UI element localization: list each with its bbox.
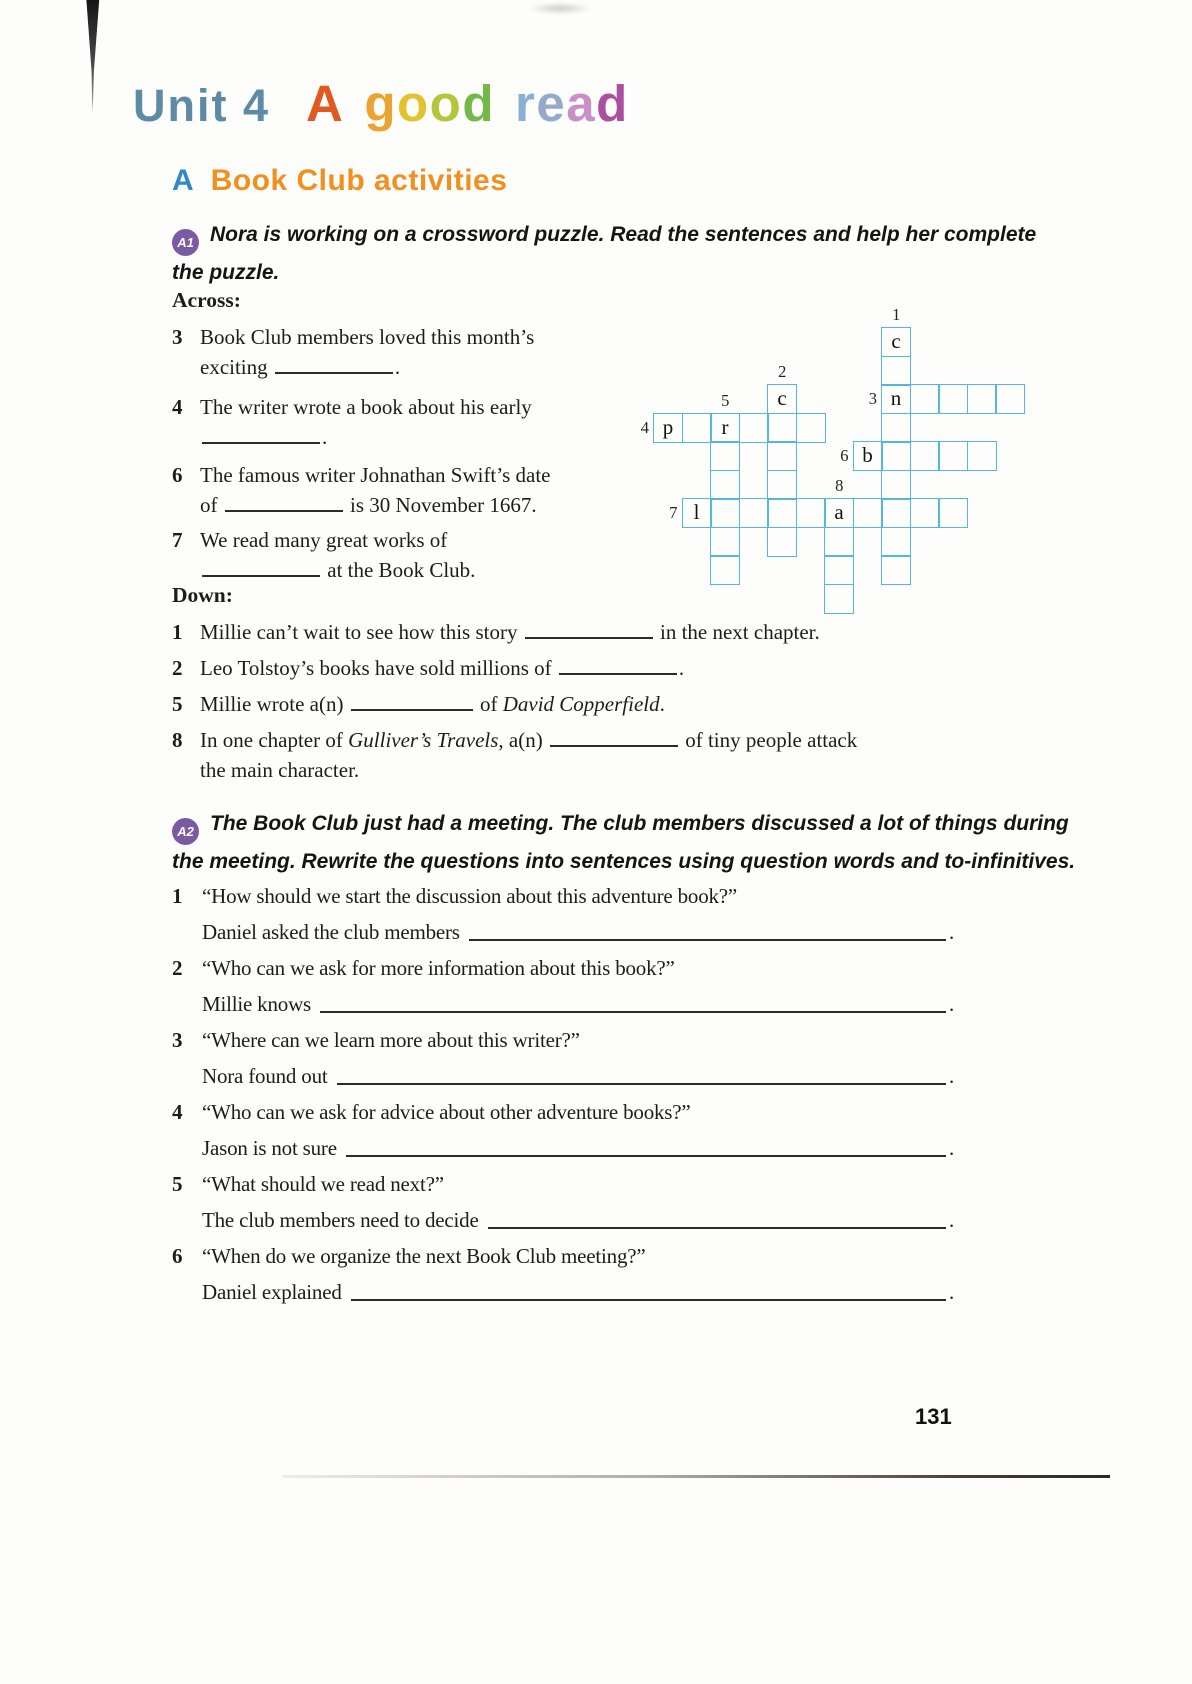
crossword-cell[interactable] xyxy=(739,498,769,528)
a2-instruction-text xyxy=(172,812,1075,873)
clue xyxy=(172,653,972,683)
section-title: Book Club activities xyxy=(210,164,508,197)
clue-number: 1 xyxy=(172,620,183,644)
down-heading: Down: xyxy=(172,583,233,607)
crossword-cell[interactable]: c xyxy=(767,384,797,414)
answer-blank[interactable] xyxy=(559,655,677,675)
crossword-cell[interactable] xyxy=(967,384,997,414)
answer-underline[interactable] xyxy=(351,1277,946,1301)
page-number: 131 xyxy=(915,1404,952,1429)
clue-number: 5 xyxy=(172,692,183,716)
crossword-cell[interactable] xyxy=(767,498,797,528)
a2-instruction xyxy=(172,807,1092,879)
text-segment: of xyxy=(200,493,223,517)
question-line xyxy=(172,1097,954,1127)
title-letter: e xyxy=(536,75,567,132)
question-line xyxy=(172,953,954,983)
text-segment: Gulliver’s Travels xyxy=(348,728,499,752)
answer-underline[interactable] xyxy=(337,1061,946,1085)
text-segment: exciting xyxy=(200,355,273,379)
clue-number: 3 xyxy=(172,325,183,349)
crossword-clue-number: 2 xyxy=(778,362,787,381)
crossword-cell[interactable]: c xyxy=(881,327,911,357)
crossword-clue-number: 3 xyxy=(868,389,877,408)
text-segment: . xyxy=(678,656,685,680)
answer-lead-text: Millie knows xyxy=(202,992,312,1016)
crossword-clue-number: 5 xyxy=(721,390,730,410)
crossword-cell[interactable] xyxy=(881,470,911,500)
section-letter: A xyxy=(172,164,194,197)
answer-line xyxy=(172,1061,954,1091)
text-segment: The famous writer Johnathan Swift’s date xyxy=(200,463,551,487)
answer-line xyxy=(172,917,954,947)
crossword-cell[interactable] xyxy=(881,498,911,528)
crossword-cell[interactable] xyxy=(767,527,797,557)
crossword-cell[interactable] xyxy=(739,413,769,443)
crossword-cell[interactable] xyxy=(881,413,911,443)
text-segment: Nora is working on a crossword puzzle. Read the sentences and help her complete xyxy=(210,223,1037,246)
clue-text xyxy=(200,689,665,719)
item-number-spacer xyxy=(172,1277,202,1307)
answer-underline[interactable] xyxy=(469,917,946,941)
crossword-cell[interactable] xyxy=(682,413,712,443)
text-segment: Millie can’t wait to see how this story xyxy=(200,620,523,644)
crossword-clue-number: 4 xyxy=(640,417,649,437)
question-text: “Where can we learn more about this writer?” xyxy=(202,1028,580,1052)
clue-number: 6 xyxy=(172,463,183,487)
item-number-spacer xyxy=(172,1205,202,1235)
across-heading: Across: xyxy=(172,288,241,312)
clue-number: 7 xyxy=(172,528,183,552)
crossword-cell[interactable] xyxy=(881,356,911,386)
title-letter: a xyxy=(566,75,597,132)
crossword-cell[interactable] xyxy=(767,470,797,500)
answer-blank[interactable] xyxy=(550,727,678,747)
item-number: 3 xyxy=(172,1028,183,1052)
crossword-cell[interactable] xyxy=(938,384,968,414)
item-number-spacer xyxy=(172,989,202,1019)
crossword-cell[interactable] xyxy=(881,441,911,471)
answer-lead-text: Jason is not sure xyxy=(202,1136,337,1160)
text-segment: is 30 November 1667. xyxy=(344,493,537,517)
crossword-cell[interactable]: b xyxy=(853,441,883,471)
crossword-cell[interactable] xyxy=(853,498,883,528)
answer-line xyxy=(172,1277,954,1307)
question-line xyxy=(172,1241,954,1271)
title-letter: d xyxy=(596,75,629,132)
text-segment: the meeting. Rewrite the questions into sentences using question words and xyxy=(172,850,945,873)
item-number: 2 xyxy=(172,956,183,980)
answer-line xyxy=(172,1133,954,1163)
question-text: “How should we start the discussion about this adventure book?” xyxy=(202,884,738,908)
text-segment: The Book Club just had a meeting. The club members discussed a lot of things during xyxy=(210,812,1069,835)
text-segment: We read many great works of xyxy=(200,528,448,552)
item-number: 6 xyxy=(172,1244,183,1268)
answer-line xyxy=(172,989,954,1019)
a2-item-list xyxy=(172,881,954,1313)
clue-number: 2 xyxy=(172,656,183,680)
crossword-cell[interactable]: r xyxy=(710,413,740,443)
crossword-cell[interactable] xyxy=(710,527,740,557)
item-number-spacer xyxy=(172,1133,202,1163)
crossword-cell[interactable] xyxy=(824,555,854,585)
crossword-cell[interactable] xyxy=(938,441,968,471)
clue xyxy=(172,617,972,647)
text-segment: at the Book Club. xyxy=(322,558,476,582)
answer-underline[interactable] xyxy=(320,989,946,1013)
text-segment: David Copperfield xyxy=(502,692,660,716)
crossword-clue-number: 1 xyxy=(892,305,901,324)
text-segment: , a(n) xyxy=(498,728,548,752)
crossword-cell[interactable] xyxy=(767,441,797,471)
answer-lead-text: Daniel explained xyxy=(202,1280,342,1304)
text-segment: of xyxy=(474,692,503,716)
item-number-spacer xyxy=(172,917,202,947)
text-segment: -infinitives. xyxy=(964,850,1076,873)
crossword-clue-number: 8 xyxy=(835,476,844,495)
unit-label: Unit 4 xyxy=(133,80,271,131)
crossword-cell[interactable] xyxy=(767,413,797,443)
text-segment: Millie wrote a(n) xyxy=(200,692,349,716)
crossword-cell[interactable] xyxy=(910,498,940,528)
answer-period: . xyxy=(948,1064,954,1088)
a2-badge: A2 xyxy=(172,818,199,845)
crossword-cell[interactable] xyxy=(710,470,740,500)
text-segment: Leo Tolstoy’s books have sold millions of xyxy=(200,656,557,680)
question-line xyxy=(172,1169,954,1199)
answer-lead-text: The club members need to decide xyxy=(202,1208,479,1232)
text-segment: . xyxy=(659,692,665,716)
clue xyxy=(172,725,972,785)
item-number: 5 xyxy=(172,1172,183,1196)
answer-period: . xyxy=(948,1208,954,1232)
crossword-cell[interactable] xyxy=(938,498,968,528)
down-section xyxy=(172,582,972,791)
clue-text xyxy=(200,653,684,683)
crossword-clue-number: 6 xyxy=(840,446,849,465)
question-line xyxy=(172,881,954,911)
crossword-cell[interactable] xyxy=(995,384,1025,414)
clue-number: 4 xyxy=(172,395,183,419)
crossword-cell[interactable]: p xyxy=(653,413,683,443)
a1-badge: A1 xyxy=(172,229,199,256)
crossword-cell[interactable] xyxy=(710,441,740,471)
clue-text xyxy=(200,725,857,785)
question-text: “What should we read next?” xyxy=(202,1172,444,1196)
answer-blank[interactable] xyxy=(351,691,473,711)
text-segment: to xyxy=(944,850,965,873)
text-segment: . xyxy=(394,355,401,379)
question-text: “Who can we ask for advice about other adventure books?” xyxy=(202,1100,691,1124)
answer-lead-text: Nora found out xyxy=(202,1064,328,1088)
text-segment: of tiny people attack xyxy=(679,728,858,752)
crossword-cell[interactable] xyxy=(881,555,911,585)
text-segment: Book Club members loved this month’s xyxy=(200,325,535,349)
clue xyxy=(172,689,972,719)
crossword-cell[interactable] xyxy=(710,555,740,585)
item-number: 1 xyxy=(172,884,183,908)
crossword-cell[interactable]: a xyxy=(824,498,854,528)
text-segment: In one chapter of xyxy=(200,728,349,752)
question-line xyxy=(172,1025,954,1055)
scan-edge-line xyxy=(283,1475,1110,1478)
item-number-spacer xyxy=(172,1061,202,1091)
answer-line xyxy=(172,1205,954,1235)
answer-underline[interactable] xyxy=(346,1133,946,1157)
title-letter: A xyxy=(306,75,345,132)
crossword-cell[interactable]: n xyxy=(881,384,911,414)
crossword-cell[interactable] xyxy=(881,527,911,557)
text-segment: . xyxy=(322,425,328,449)
answer-period: . xyxy=(948,1136,954,1160)
text-segment: The writer wrote a book about his early xyxy=(200,395,532,419)
crossword-cell[interactable] xyxy=(796,413,826,443)
crossword-cell[interactable] xyxy=(910,384,940,414)
clue-text xyxy=(200,617,820,647)
clue-number: 8 xyxy=(172,728,183,752)
title-letter: o xyxy=(397,75,430,132)
answer-period: . xyxy=(948,920,954,944)
answer-period: . xyxy=(948,992,954,1016)
text-segment: the puzzle. xyxy=(172,261,280,284)
question-text: “Who can we ask for more information about this book?” xyxy=(202,956,675,980)
crossword-clue-number: 7 xyxy=(669,503,678,522)
title-letter: g xyxy=(364,75,398,132)
text-segment: the main character. xyxy=(200,758,360,782)
text-segment: in the next chapter. xyxy=(654,620,820,644)
crossword-cell[interactable] xyxy=(967,441,997,471)
question-text: “When do we organize the next Book Club meeting?” xyxy=(202,1244,646,1268)
crossword-cell[interactable]: l xyxy=(682,498,712,528)
answer-lead-text: Daniel asked the club members xyxy=(202,920,460,944)
crossword-cell[interactable] xyxy=(796,498,826,528)
item-number: 4 xyxy=(172,1100,183,1124)
title-letter: r xyxy=(514,75,537,132)
answer-blank[interactable] xyxy=(525,619,653,639)
answer-period: . xyxy=(948,1280,954,1304)
answer-underline[interactable] xyxy=(488,1205,946,1229)
crossword-cell[interactable] xyxy=(824,527,854,557)
title-letter: o xyxy=(429,75,463,132)
crossword-cell[interactable] xyxy=(910,441,940,471)
title-letter: d xyxy=(462,75,495,132)
crossword-cell[interactable] xyxy=(710,498,740,528)
down-clue-list xyxy=(172,617,972,785)
